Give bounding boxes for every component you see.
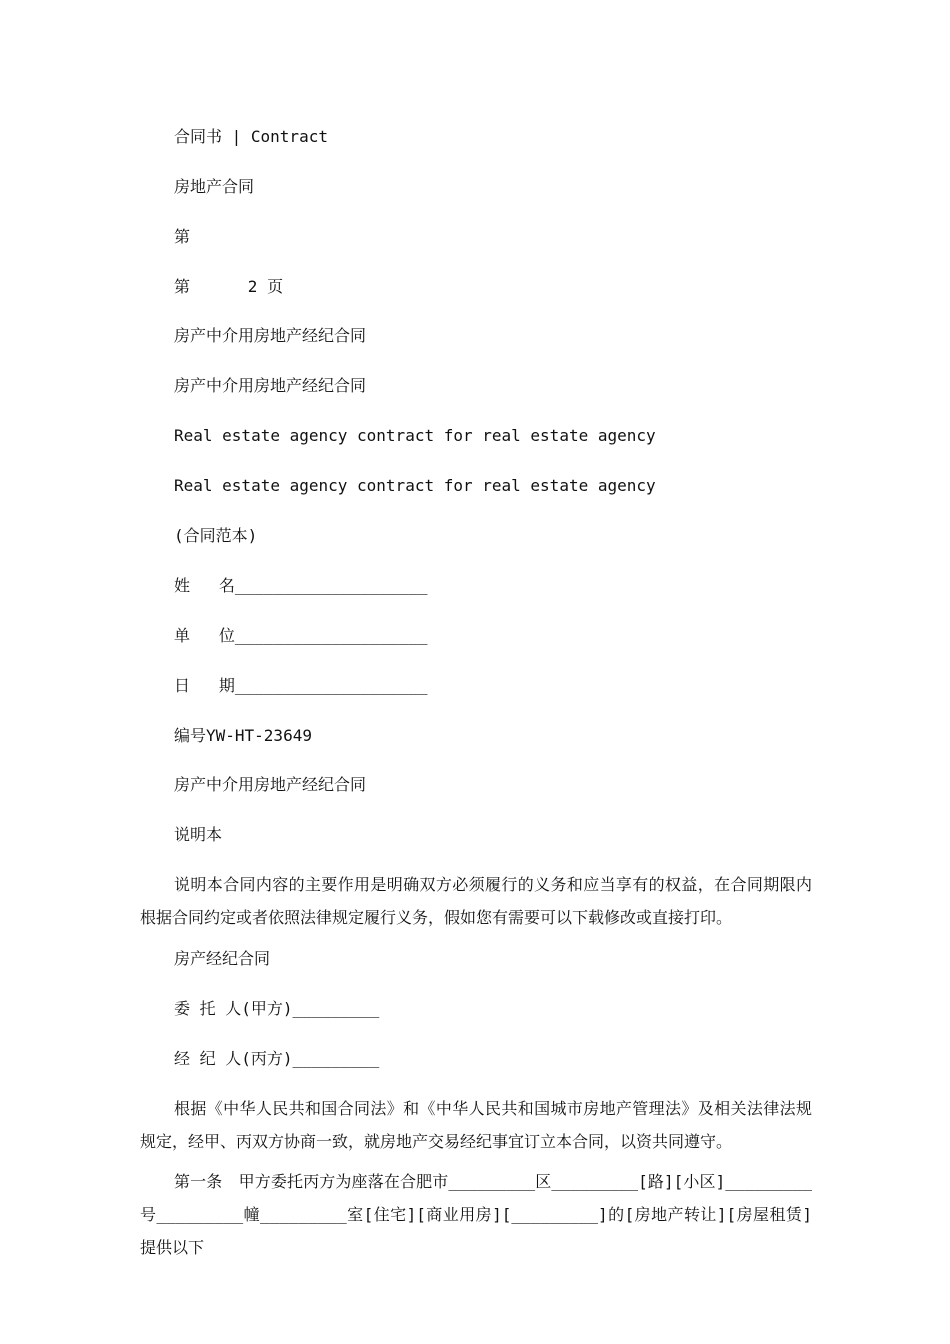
- header-page-prefix: 第: [174, 227, 191, 246]
- contract-preamble: 根据《中华人民共和国合同法》和《中华人民共和国城市房地产管理法》及相关法律法规规定，经甲、丙双方协商一致，就房地产交易经纪事宜订立本合同，以资共同遵守。: [140, 1099, 812, 1151]
- field-name-label: 姓 名: [174, 576, 235, 595]
- cover-title-cn-repeat: 房产中介用房地产经纪合同: [174, 376, 367, 395]
- field-date: [174, 676, 428, 696]
- field-date-blank: ____________________: [234, 676, 428, 695]
- field-name: [174, 576, 428, 596]
- header-title: 合同书 | Contract: [174, 127, 328, 146]
- header-page-number: 第 2 页: [174, 277, 284, 296]
- field-unit: [174, 626, 428, 646]
- template-note: (合同范本): [174, 526, 258, 545]
- party-c-field: 经 纪 人(丙方)_________: [174, 1049, 380, 1068]
- document-code: 编号YW-HT-23649: [174, 726, 312, 745]
- field-unit-blank: ____________________: [234, 626, 428, 645]
- instructions-body: 说明本合同内容的主要作用是明确双方必须履行的义务和应当享有的权益，在合同期限内根据合同约定或者依照法律规定履行义务，假如您有需要可以下载修改或直接打印。: [140, 875, 812, 927]
- instructions-heading: 说明本: [174, 825, 223, 844]
- field-unit-label: 单 位: [174, 626, 235, 645]
- cover-title-en: Real estate agency contract for real estate agency: [174, 426, 656, 445]
- cover-title-en-repeat: Real estate agency contract for real estate agency: [174, 476, 656, 495]
- article-1: 第一条 甲方委托丙方为座落在合肥市_________区_________[路][小区]_________号_________幢_________室[住宅][商业用房][_________]的[房地产转让][房屋租赁]提供以下: [140, 1172, 812, 1257]
- cover-title-cn: 房产中介用房地产经纪合同: [174, 326, 367, 345]
- field-name-blank: ____________________: [234, 576, 428, 595]
- contract-heading: 房产经纪合同: [174, 949, 271, 968]
- field-date-label: 日 期: [174, 676, 235, 695]
- header-subtitle: 房地产合同: [174, 177, 255, 196]
- party-a-field: 委 托 人(甲方)_________: [174, 999, 380, 1018]
- cover-title-cn-3: 房产中介用房地产经纪合同: [174, 775, 367, 794]
